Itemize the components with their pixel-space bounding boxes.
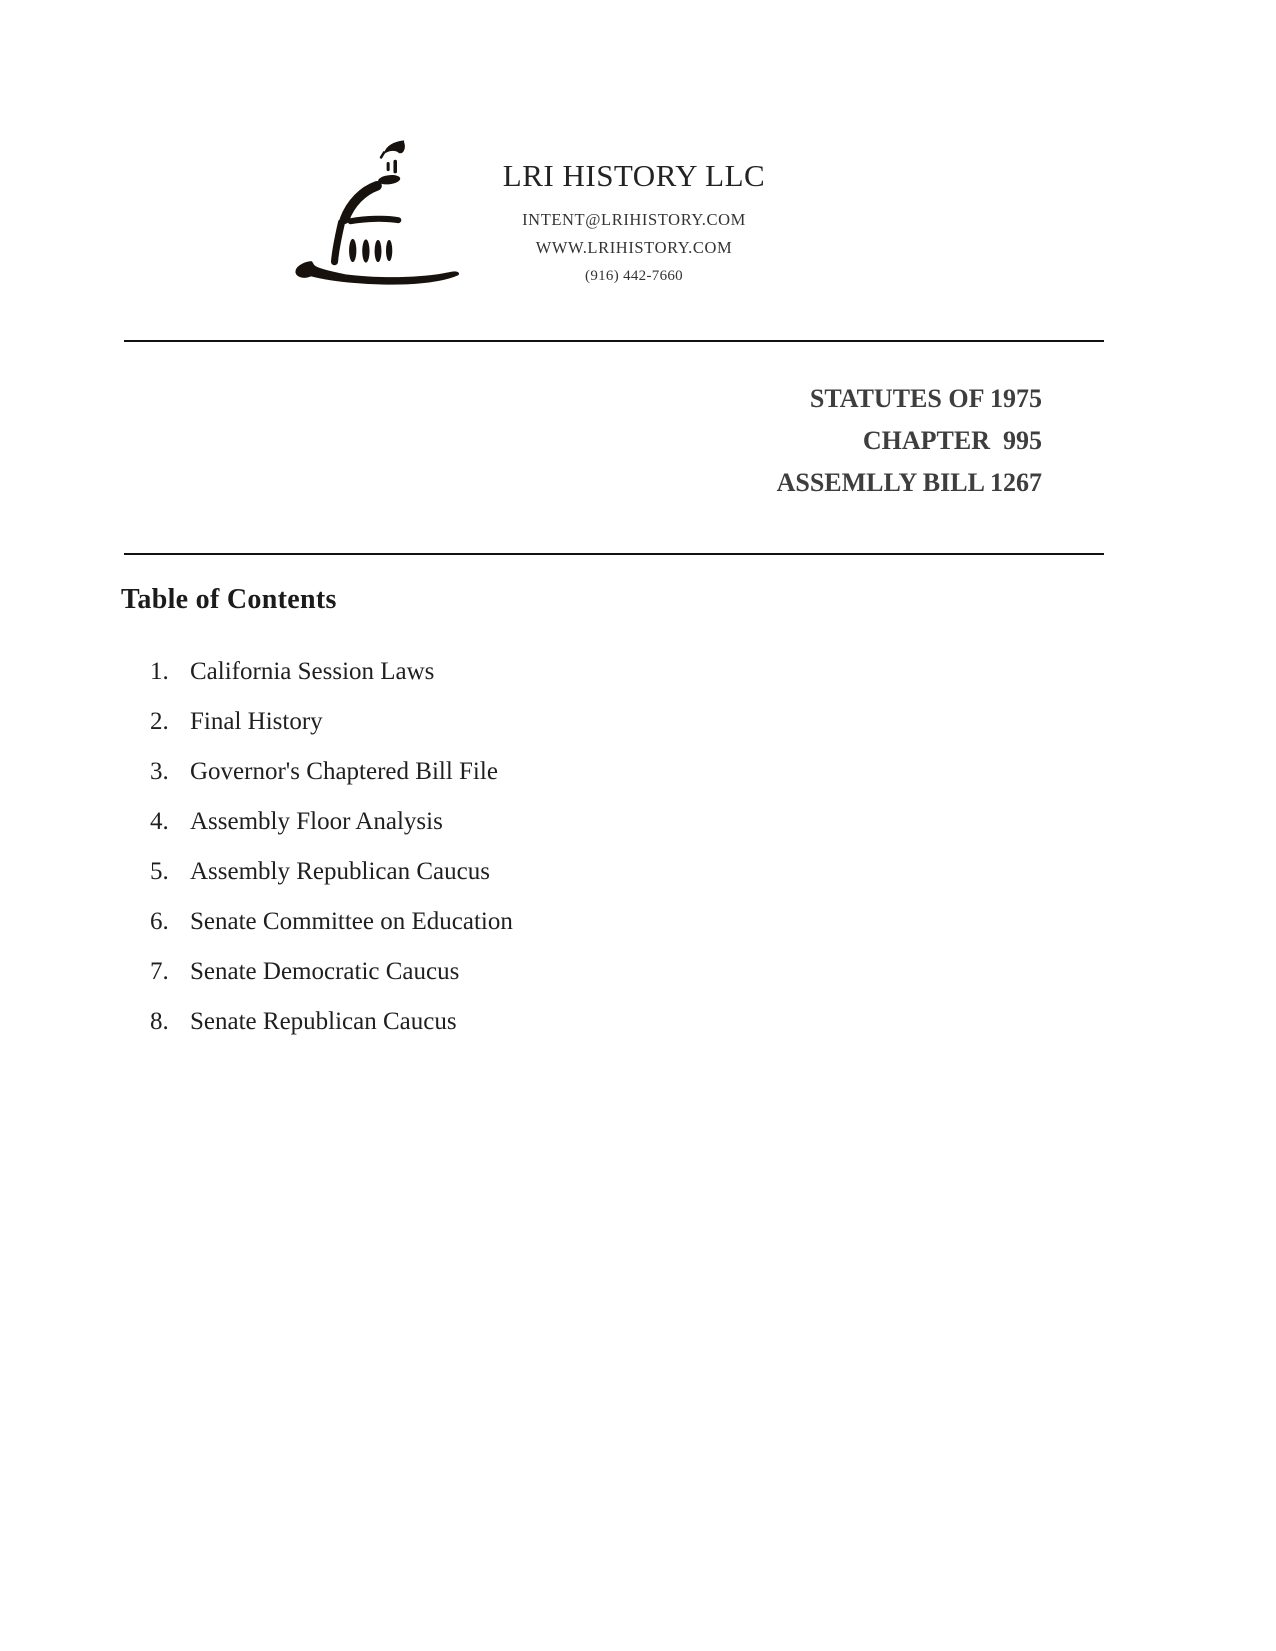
toc-item [150, 747, 513, 797]
company-website: WWW.LRIHISTORY.COM [535, 238, 733, 257]
toc-item-label: Assembly Floor Analysis [190, 808, 443, 835]
toc-item [150, 647, 513, 697]
toc-item-number: 3. [150, 758, 169, 785]
toc-item [150, 897, 513, 947]
toc-item-number: 7. [150, 958, 169, 985]
toc-item [150, 997, 513, 1047]
toc-item-number: 1. [150, 658, 169, 685]
toc-item-label: Assembly Republican Caucus [190, 858, 490, 885]
toc-list [150, 647, 513, 1047]
company-phone: (916) 442-7660 [585, 268, 683, 284]
toc-item-label: Final History [190, 708, 323, 735]
statutes-line: STATUTES OF 1975 [809, 384, 1042, 413]
toc-item-label: Senate Committee on Education [190, 908, 513, 935]
company-email: INTENT@LRIHISTORY.COM [522, 210, 746, 229]
document-title-block [124, 378, 1042, 504]
toc-item-number: 5. [150, 858, 169, 885]
toc-item-label: Governor's Chaptered Bill File [190, 758, 498, 785]
toc-item-label: Senate Democratic Caucus [190, 958, 460, 985]
divider-bottom [124, 553, 1104, 555]
toc-item [150, 947, 513, 997]
toc-item-number: 4. [150, 808, 169, 835]
toc-item-label: Senate Republican Caucus [190, 1008, 457, 1035]
bill-line: ASSEMLLY BILL 1267 [776, 468, 1042, 497]
toc-item-label: California Session Laws [190, 658, 435, 685]
divider-top [124, 340, 1104, 342]
toc-item-number: 6. [150, 908, 169, 935]
capitol-dome-logo [290, 118, 462, 290]
toc-item [150, 697, 513, 747]
toc-item-number: 8. [150, 1008, 169, 1035]
toc-heading: Table of Contents [121, 584, 337, 615]
company-name: LRI HISTORY LLC [502, 158, 766, 193]
chapter-line: CHAPTER 995 [862, 426, 1042, 455]
letterhead [452, 158, 816, 290]
toc-item-number: 2. [150, 708, 169, 735]
toc-item [150, 797, 513, 847]
toc-item [150, 847, 513, 897]
